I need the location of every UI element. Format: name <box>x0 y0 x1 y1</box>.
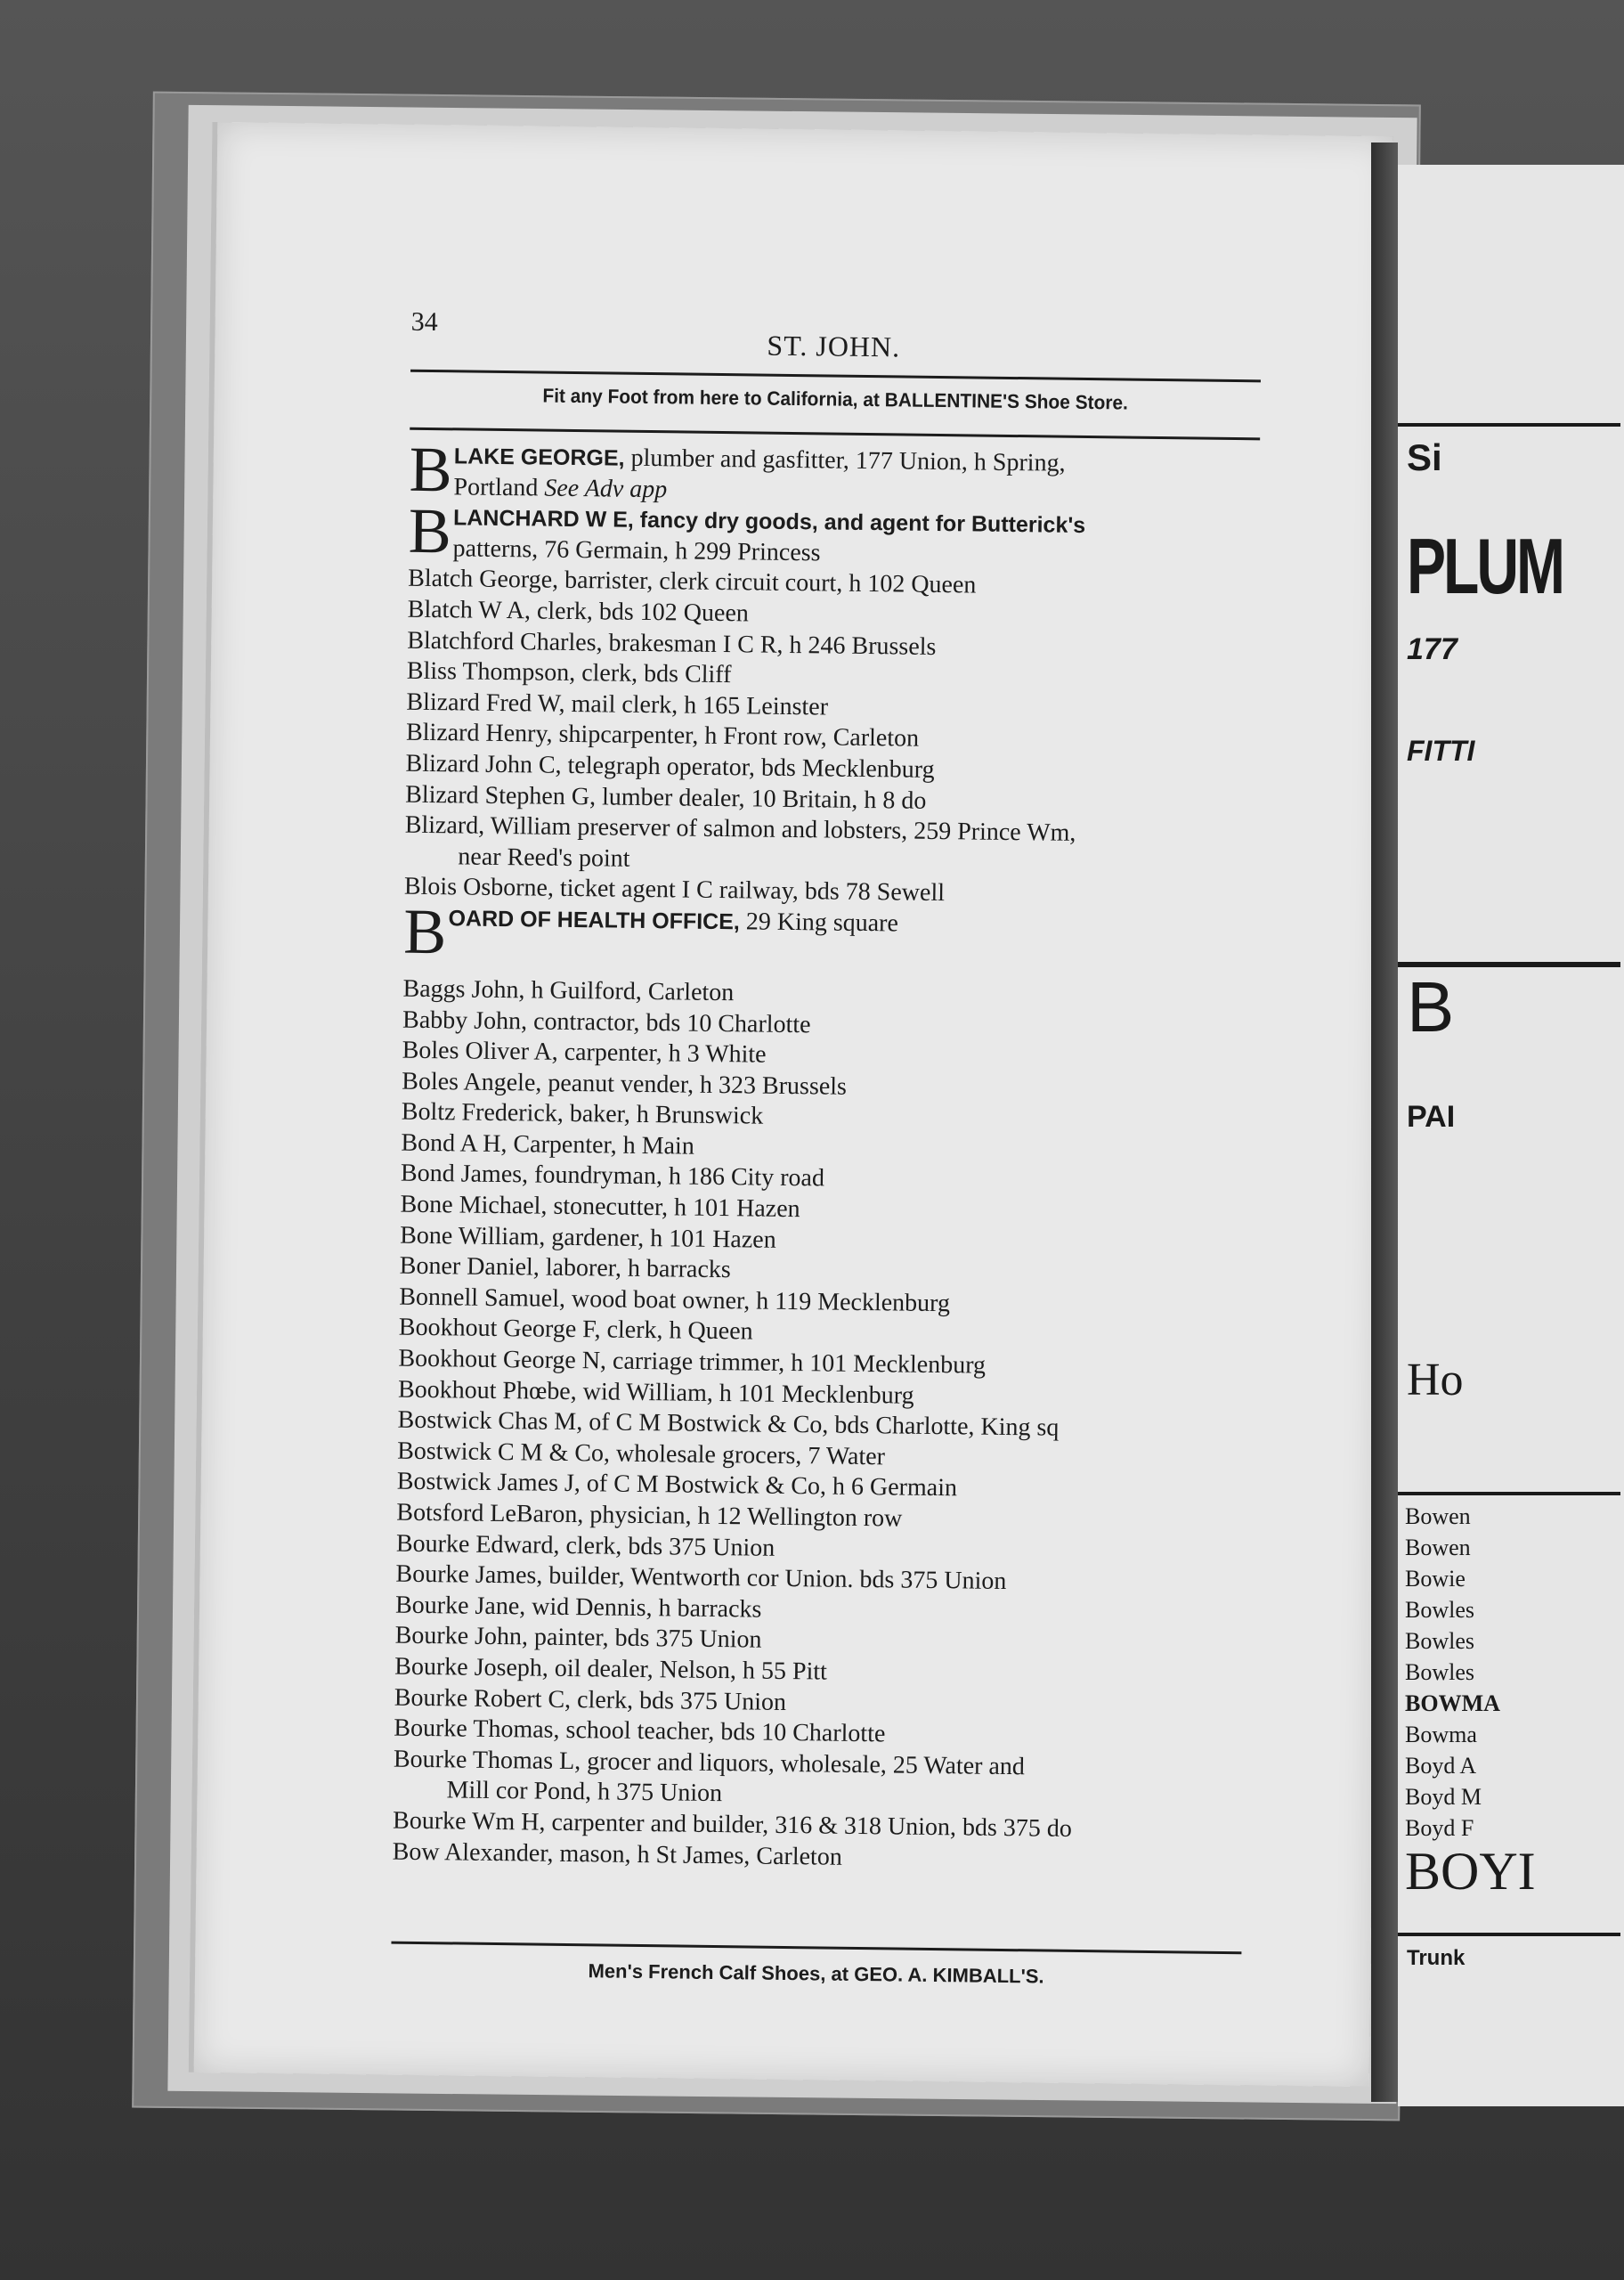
facing-entry: Bowles <box>1405 1659 1474 1685</box>
facing-entries <box>1405 1501 1536 1899</box>
entry-details: plumber and gasfitter, 177 Union, h Spring, <box>624 444 1066 477</box>
directory-entry: Blizard Fred W, mail clerk, h 165 Leinster <box>406 688 829 721</box>
directory-entry: Bow Alexander, mason, h St James, Carleton <box>392 1837 843 1871</box>
facing-footer-trunk: Trunk <box>1407 1946 1466 1970</box>
directory-entry: Bourke John, painter, bds 375 Union <box>394 1621 762 1655</box>
facing-entry: Bowles <box>1405 1597 1474 1623</box>
footer-rule <box>391 1942 1241 1955</box>
directory-entry: Bourke Jane, wid Dennis, h barracks <box>394 1591 762 1624</box>
entry-name: LANCHARD W E, fancy dry goods, and agent for Butterick's <box>452 505 1086 539</box>
facing-heading-si: Si <box>1407 436 1442 478</box>
directory-entry: Boner Daniel, laborer, h barracks <box>399 1251 731 1284</box>
directory-entry: Blizard John C, telegraph operator, bds Mecklenburg <box>405 749 935 784</box>
advert-top: Fit any Foot from here to California, at BALLENTINE'S Shoe Store. <box>542 384 1129 414</box>
facing-entry: Bowen <box>1405 1503 1471 1529</box>
directory-entry: Bourke Wm H, carpenter and builder, 316 & 318 Union, bds 375 do <box>392 1806 1073 1843</box>
directory-entry: Botsford LeBaron, physician, h 12 Wellington row <box>396 1498 903 1533</box>
page-number: 34 <box>410 306 438 338</box>
header-rule-top <box>410 370 1261 383</box>
directory-entry: Bond A H, Carpenter, h Main <box>401 1128 695 1160</box>
facing-rule <box>1398 1933 1620 1936</box>
directory-entry: Boles Oliver A, carpenter, h 3 White <box>402 1036 767 1069</box>
directory-entry: Boles Angele, peanut vender, h 323 Brussels <box>402 1067 848 1101</box>
directory-entry: Bostwick James J, of C M Bostwick & Co, h 6 Germain <box>396 1468 958 1502</box>
directory-entry: Bourke Edward, clerk, bds 375 Union <box>395 1529 775 1562</box>
directory-entry: Bourke Joseph, oil dealer, Nelson, h 55 Pitt <box>394 1652 828 1686</box>
directory-entry <box>409 433 1264 513</box>
directory-entry: Blois Osborne, ticket agent I C railway, bds 78 Sewell <box>403 872 946 908</box>
drop-cap: B <box>409 433 453 506</box>
directory-entry: Bookhout George N, carriage trimmer, h 101 Mecklenburg <box>398 1344 987 1380</box>
directory-entry: Bookhout George F, clerk, h Queen <box>398 1314 753 1346</box>
directory-entry: Bourke Thomas, school teacher, bds 10 Charlotte <box>394 1714 886 1748</box>
facing-heading-plum: PLUM <box>1407 522 1563 610</box>
directory-entry: Bookhout Phœbe, wid William, h 101 Mecklenburg <box>397 1375 914 1410</box>
directory-entry: Babby John, contractor, bds 10 Charlotte <box>402 1006 811 1038</box>
directory-entry: Boltz Frederick, baker, h Brunswick <box>401 1097 764 1130</box>
directory-entry: Blizard Henry, shipcarpenter, h Front row, Carleton <box>405 719 920 753</box>
facing-entry: Bowie <box>1405 1566 1466 1592</box>
header-rule-bottom <box>410 428 1260 441</box>
facing-page <box>1398 165 1624 2106</box>
facing-rule <box>1398 423 1620 427</box>
directory-entry: Blatch W A, clerk, bds 102 Queen <box>407 595 750 628</box>
facing-heading-pai: PAI <box>1407 1100 1456 1134</box>
entry-details: 29 King square <box>739 908 899 938</box>
directory-entry: Blatch George, barrister, clerk circuit court, h 102 Queen <box>407 565 977 599</box>
directory-entry: Bourke James, builder, Wentworth cor Union. bds 375 Union <box>395 1559 1007 1596</box>
advert-bottom: Men's French Calf Shoes, at GEO. A. KIMBALL'S. <box>588 1959 1044 1988</box>
facing-entry: Bowma <box>1405 1722 1477 1747</box>
facing-entry-boyd: BOYI <box>1405 1842 1536 1901</box>
directory-entry: Baggs John, h Guilford, Carleton <box>402 974 735 1007</box>
directory-entry: Bond James, foundryman, h 186 City road <box>400 1160 825 1193</box>
directory-entry-continuation: near Reed's point <box>458 843 630 873</box>
directory-entry-continuation: Mill cor Pond, h 375 Union <box>446 1776 723 1808</box>
facing-heading-ho: Ho <box>1407 1355 1464 1405</box>
entry-name: LAKE GEORGE, <box>453 444 625 471</box>
directory-entry: Bone Michael, stonecutter, h 101 Hazen <box>400 1190 800 1224</box>
facing-rule <box>1398 1492 1620 1495</box>
directory-entries <box>392 433 1265 1878</box>
directory-entry: Bourke Robert C, clerk, bds 375 Union <box>394 1683 787 1716</box>
directory-entry: Blizard Stephen G, lumber dealer, 10 Britain, h 8 do <box>405 780 927 815</box>
directory-entry: Bourke Thomas L, grocer and liquors, wholesale, 25 Water and <box>393 1745 1026 1781</box>
drop-cap: B <box>402 895 447 968</box>
facing-entry: BOWMA <box>1405 1690 1500 1716</box>
directory-entry <box>408 494 1263 574</box>
entry-name: OARD OF HEALTH OFFICE, <box>448 906 740 935</box>
directory-entry: Bostwick C M & Co, wholesale grocers, 7 Water <box>397 1437 886 1471</box>
facing-entry: Boyd A <box>1405 1753 1477 1779</box>
directory-entry: Blizard, William preserver of salmon and lobsters, 259 Prince Wm, <box>404 810 1076 848</box>
entry-advert-note: See Adv app <box>544 474 668 503</box>
book-gutter <box>1371 142 1398 2102</box>
entry-continuation: Portland <box>453 472 545 502</box>
directory-entry: Bliss Thompson, clerk, bds Cliff <box>406 656 732 689</box>
facing-heading-b: B <box>1407 967 1455 1046</box>
facing-entry: Bowles <box>1405 1628 1474 1654</box>
facing-heading-fitt: FITTI <box>1407 735 1475 767</box>
directory-entry: Bonnell Samuel, wood boat owner, h 119 Mecklenburg <box>399 1282 951 1318</box>
directory-entry: Blatchford Charles, brakesman I C R, h 246 Brussels <box>407 626 937 661</box>
directory-entry: Bostwick Chas M, of C M Bostwick & Co, bds Charlotte, King sq <box>397 1405 1060 1442</box>
drop-cap: B <box>408 494 452 567</box>
facing-entry: Boyd F <box>1405 1815 1474 1841</box>
directory-entry: Bone William, gardener, h 101 Hazen <box>399 1221 776 1254</box>
running-head: ST. JOHN. <box>767 329 901 363</box>
directory-page <box>189 122 1393 2087</box>
facing-entry: Bowen <box>1405 1535 1471 1560</box>
entry-continuation: patterns, 76 Germain, h 299 Princess <box>452 534 821 567</box>
facing-entry: Boyd M <box>1405 1784 1482 1810</box>
facing-address-number: 177 <box>1407 632 1458 666</box>
